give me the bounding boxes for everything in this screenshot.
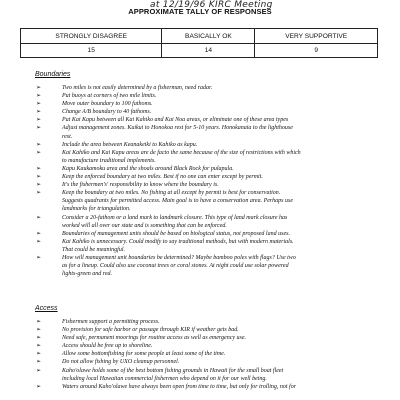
bullet-arrow-icon: ➢ xyxy=(36,84,42,91)
list-item xyxy=(36,326,386,334)
bullet-arrow-icon: ➢ xyxy=(36,213,42,221)
bullet-arrow-icon: ➢ xyxy=(36,326,42,334)
bullet-arrow-icon: ➢ xyxy=(36,318,42,325)
list-item-text: Access should be free up to shoreline. xyxy=(62,343,153,350)
access-list xyxy=(36,318,386,391)
bullet-arrow-icon: ➢ xyxy=(36,124,42,132)
list-item-text: lights-green and red. xyxy=(62,271,113,278)
section-title-access: Access xyxy=(35,305,58,312)
list-item-text: Kaho'olawe holds some of the best bottom fishing grounds in Hawaii for the small boat fleet xyxy=(62,367,284,374)
list-item xyxy=(36,181,386,189)
list-item xyxy=(36,100,386,108)
handwritten-note: at 12/19/96 KIRC Meeting xyxy=(150,0,273,10)
bullet-arrow-icon: ➢ xyxy=(36,116,42,124)
list-item-text: Keep the enforced boundary at two miles. Best if no one can enter except by permit. xyxy=(62,174,263,181)
list-item-text: Include the area between Keanakeiki to Kahiko as kapu. xyxy=(62,141,198,148)
tally-header-cell: VERY SUPPORTIVE xyxy=(255,29,378,44)
list-item xyxy=(36,318,386,326)
bullet-arrow-icon: ➢ xyxy=(36,108,42,116)
list-item-text: Keep the boundary at two miles. No fishing at all except by permit is best for conservation. xyxy=(62,190,281,197)
tally-header-row xyxy=(21,29,378,44)
boundaries-list xyxy=(36,84,386,278)
list-item-text: landmarks for triangulation. xyxy=(62,206,131,213)
list-item-text: No provision for safe harbor or passage through KIR if weather gets bad. xyxy=(62,327,239,334)
list-item-text: Put Kai Kapu between all Kai Kahiko and Kai Noa areas, or eliminate one of these area types xyxy=(62,117,289,124)
list-item-text: Boundaries of management units should be based on biological status, not proposed land uses. xyxy=(62,230,290,237)
list-item-text: It's the fishermen's' responsibility to know where the boundary is. xyxy=(62,182,219,189)
list-item xyxy=(36,149,386,165)
list-item-text: Kapu Kaukamoku area and the shoals around Black Rock for pulapula. xyxy=(62,165,234,172)
tally-value-row xyxy=(21,44,378,58)
list-item xyxy=(36,124,386,140)
list-item xyxy=(36,214,386,230)
list-item-text: rest. xyxy=(62,133,73,140)
list-item xyxy=(36,350,386,358)
bullet-arrow-icon: ➢ xyxy=(36,350,42,358)
list-item xyxy=(36,334,386,342)
bullet-arrow-icon: ➢ xyxy=(36,164,42,172)
bullet-arrow-icon: ➢ xyxy=(36,366,42,374)
bullet-arrow-icon: ➢ xyxy=(36,358,42,366)
list-item xyxy=(36,84,386,92)
list-item-text: as for a lineup. Could also use coconut trees or coral stones. At night could use solar powered xyxy=(62,263,289,270)
list-item xyxy=(36,342,386,350)
list-item-text: including local Hawaiian commercial fishermen who depend on it for our well being. xyxy=(62,375,267,382)
list-item-text: How will management unit boundaries be determined? Maybe bamboo poles with flags? Use two xyxy=(62,254,296,261)
bullet-arrow-icon: ➢ xyxy=(36,148,42,156)
list-item-text: Suggests quadrants for permitted access. Main goal is to have a conservation area. Perhaps use xyxy=(62,198,293,205)
list-item-text: Change A/B boundary to 40 fathoms. xyxy=(62,109,152,116)
list-item-text: That could be meaningful. xyxy=(62,246,125,253)
bullet-arrow-icon: ➢ xyxy=(36,100,42,108)
list-item-text: Waters around Kaho'olawe have always been open from time to time, but only for trolling, not for xyxy=(62,383,297,390)
list-item xyxy=(36,141,386,149)
list-item xyxy=(36,238,386,254)
list-item xyxy=(36,230,386,238)
bullet-arrow-icon: ➢ xyxy=(36,140,42,148)
list-item xyxy=(36,383,386,391)
list-item-text: Consider a 20-fathom or a land mark to landmark closure. This type of land mark closure has xyxy=(62,214,288,221)
bullet-arrow-icon: ➢ xyxy=(36,334,42,342)
bullet-arrow-icon: ➢ xyxy=(36,229,42,237)
bullet-arrow-icon: ➢ xyxy=(36,92,42,100)
list-item-text: Kai Kahiko is unnecessary. Could modify to say traditional methods, but with modern materials. xyxy=(62,238,294,245)
list-item-text: Move outer boundary to 100 fathoms. xyxy=(62,101,153,108)
list-item xyxy=(36,173,386,181)
bullet-arrow-icon: ➢ xyxy=(36,189,42,197)
tally-value-cell: 14 xyxy=(162,44,255,58)
bullet-arrow-icon: ➢ xyxy=(36,382,42,390)
bullet-arrow-icon: ➢ xyxy=(36,253,42,261)
list-item-text: Fishermen support a permitting process. xyxy=(62,319,160,325)
list-item xyxy=(36,165,386,173)
list-item-text: Kai Kahiko and Kai Kapu areas are de facto the same because of the size of restrictions with which xyxy=(62,149,301,156)
bullet-arrow-icon: ➢ xyxy=(36,181,42,189)
tally-header-cell: BASICALLY OK xyxy=(162,29,255,44)
list-item-text: Put buoys at corners of two mile limits. xyxy=(62,93,157,100)
list-item-text: Do not allow fishing by UXO cleanup personnel. xyxy=(62,359,180,366)
list-item-text: Adjust management zones. Kuikui to Honokoa rest for 5-10 years. Honokanaia to the lighthouse xyxy=(62,125,293,132)
tally-value-cell: 9 xyxy=(255,44,378,58)
list-item xyxy=(36,108,386,116)
list-item-text: Two miles is not easily determined by a fisherman, need radar. xyxy=(62,85,213,91)
list-item-text: Need safe, permanent moorings for routine access as well as emergency use. xyxy=(62,335,247,342)
list-item xyxy=(36,254,386,278)
list-item xyxy=(36,189,386,213)
list-item xyxy=(36,116,386,124)
section-title-boundaries: Boundaries xyxy=(35,71,71,78)
page-heading: APPROXIMATE TALLY OF RESPONSES xyxy=(128,7,272,16)
list-item-text: to manufacture traditional implements. xyxy=(62,157,156,164)
list-item-text: worked will all over our state and is something that can be enforced. xyxy=(62,222,227,229)
list-item xyxy=(36,367,386,383)
list-item-text: Allow some bottomfishing for some people at least some of the time. xyxy=(62,351,226,358)
bullet-arrow-icon: ➢ xyxy=(36,173,42,181)
bullet-arrow-icon: ➢ xyxy=(36,237,42,245)
tally-header-cell: STRONGLY DISAGREE xyxy=(21,29,162,44)
list-item xyxy=(36,92,386,100)
tally-value-cell: 15 xyxy=(21,44,162,58)
tally-table xyxy=(20,28,378,58)
list-item xyxy=(36,358,386,366)
bullet-arrow-icon: ➢ xyxy=(36,342,42,350)
